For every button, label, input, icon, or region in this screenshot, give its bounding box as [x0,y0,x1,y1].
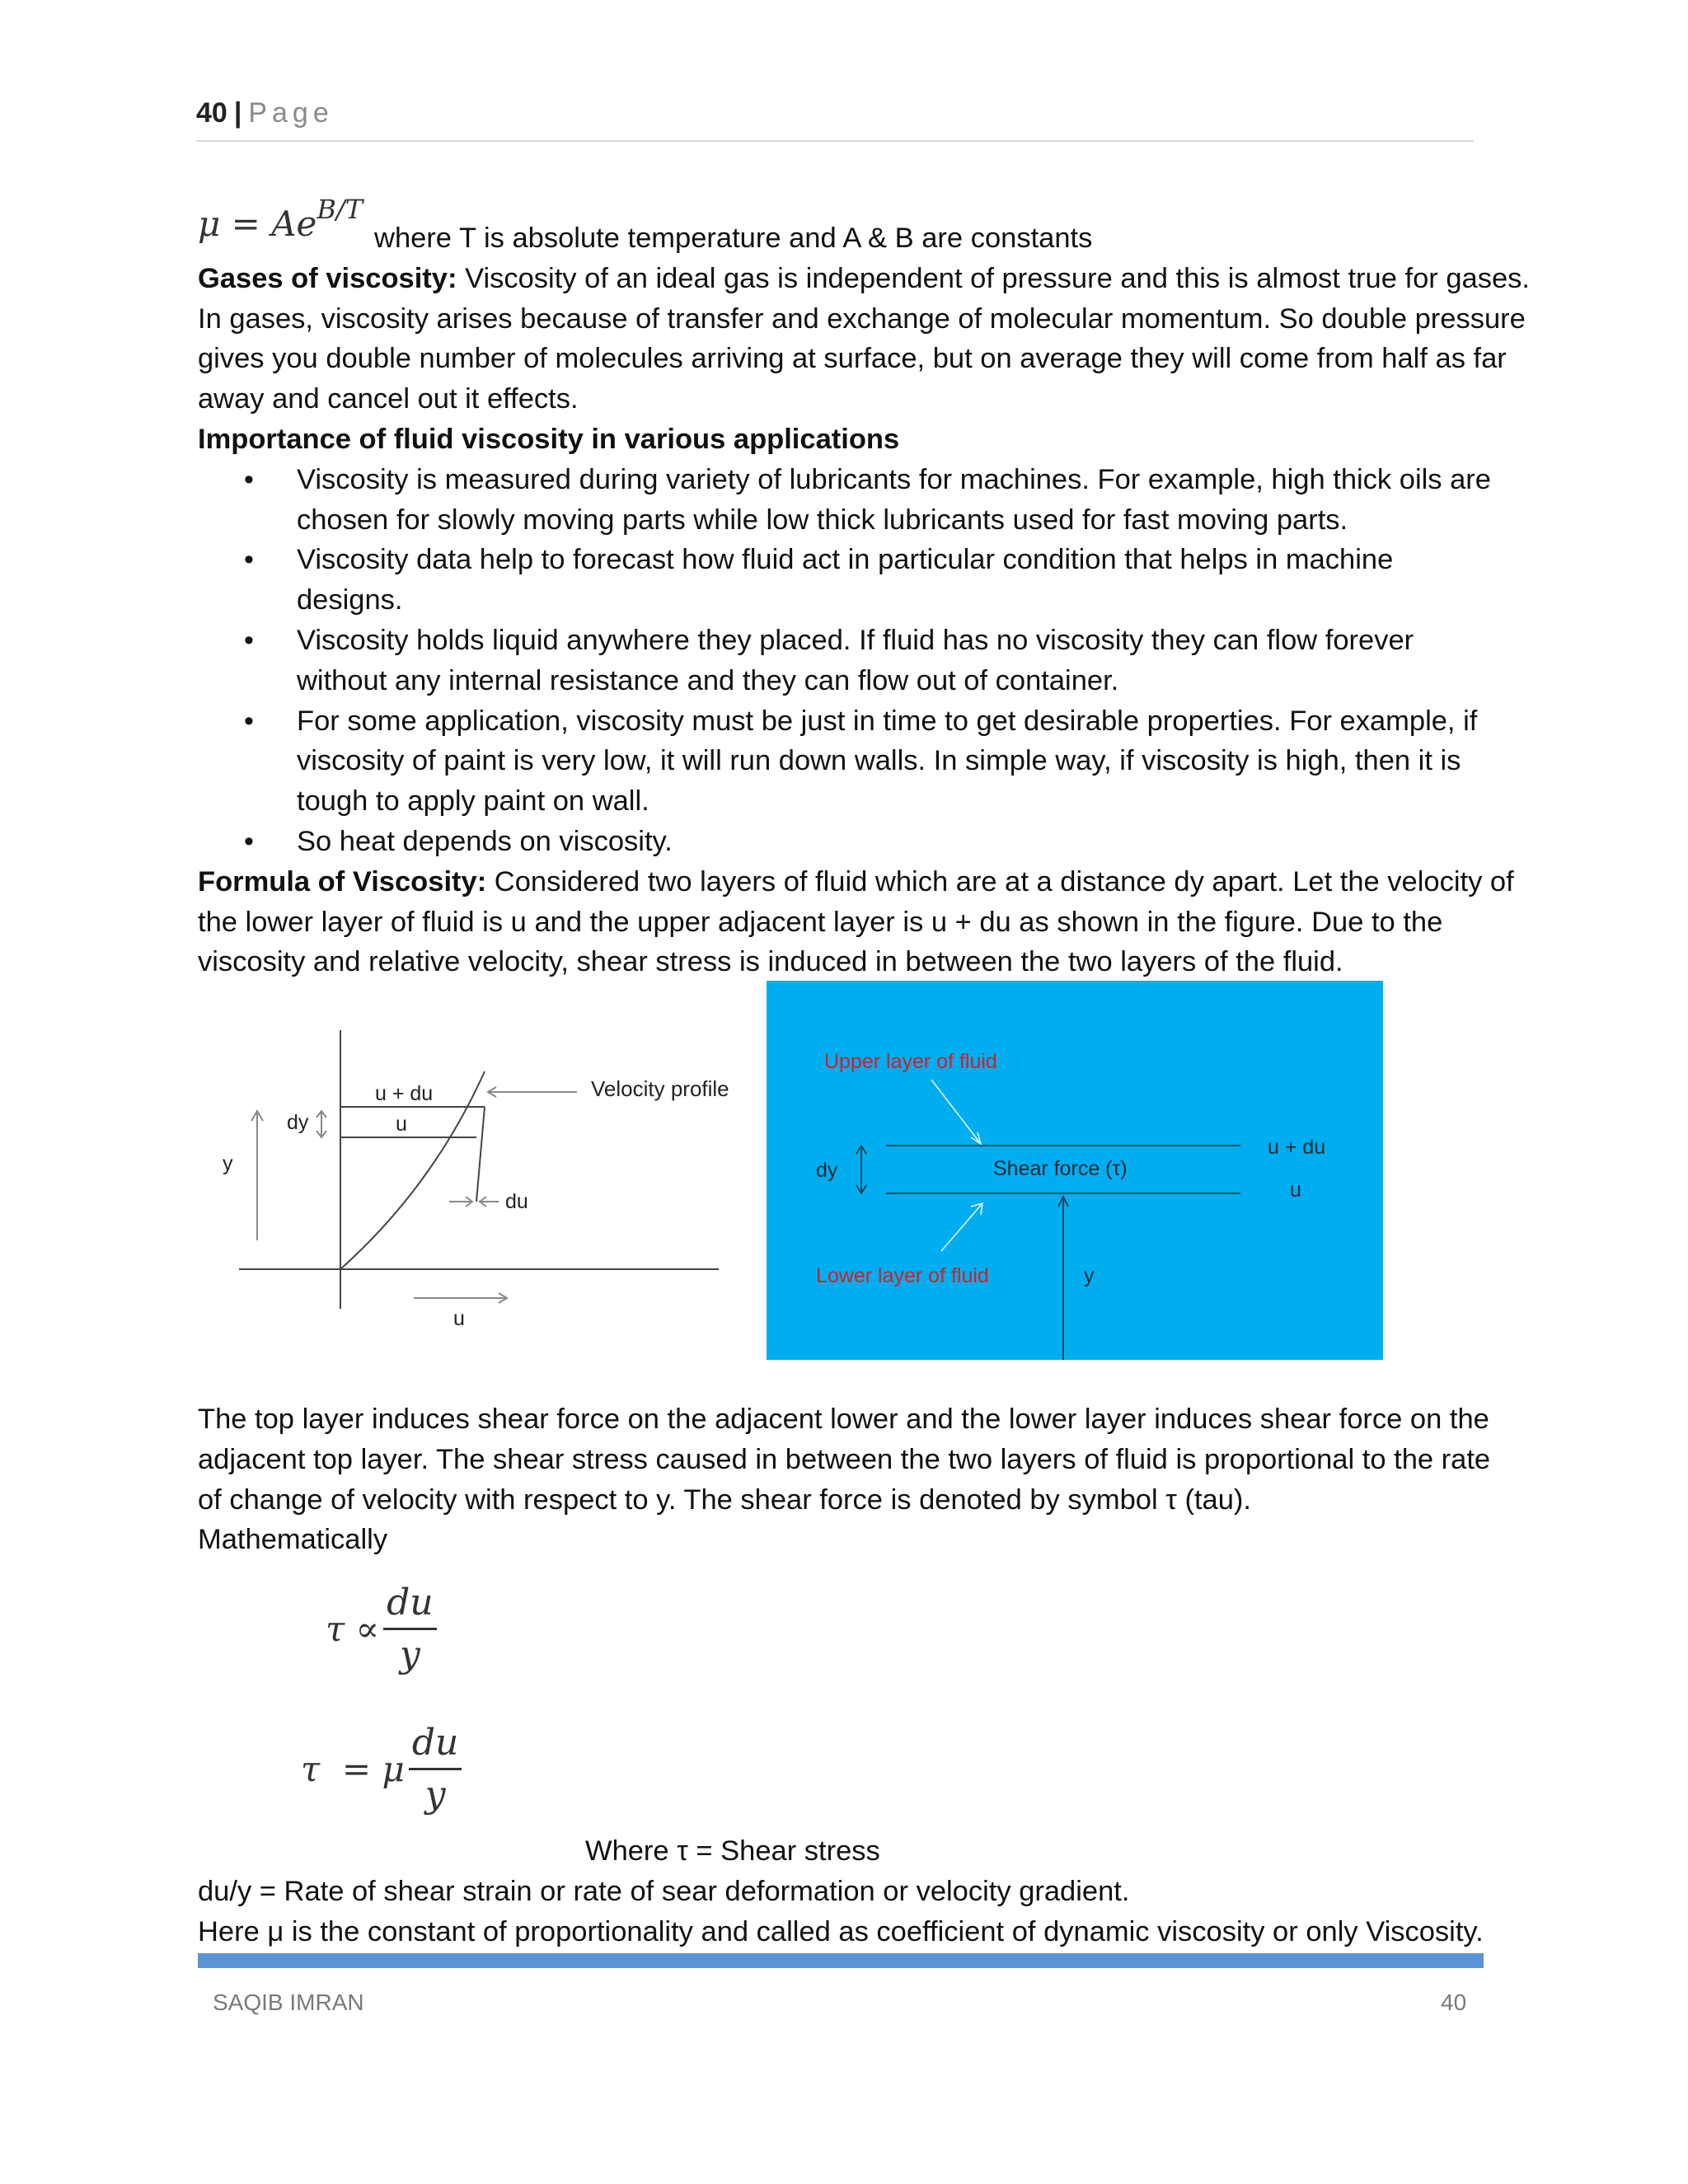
eq2-numerator: du [383,1578,437,1630]
list-item [198,540,1484,621]
bullet-3-line-1: • Viscosity holds liquid anywhere they placed. If fluid has no viscosity they can flow forever [297,624,1414,656]
gases-line-1 [198,259,1530,299]
eq3-lhs: τ = μ [301,1749,405,1789]
bullet-5-line-1: • So heat depends on viscosity. [297,825,673,857]
equation-line-1 [198,194,1484,259]
eq3-fraction [409,1718,462,1820]
bullet-2-line-2: designs. [297,584,403,616]
gases-line-2: In gases, viscosity arises because of transfer and exchange of molecular momentum. So double pressure [198,302,1526,335]
label-u-bottom: u [453,1307,465,1327]
fluid-layers-diagram [767,981,1383,1360]
label-u-plus-du: u + du [375,1082,434,1105]
list-item [198,701,1484,822]
eq1-equals: = [220,204,272,244]
eq1-lhs: μ [198,204,221,244]
para2-line-1: The top layer induces shear force on the adjacent lower and the lower layer induces shear force on the [198,1404,1489,1435]
eq3-denominator: y [424,1774,446,1816]
gases-text-1: Viscosity of an ideal gas is independent of pressure and this is almost true for gases. [457,262,1530,294]
label-dy: dy [287,1111,309,1134]
eq3-numerator: du [409,1718,462,1770]
formula-line-1 [198,862,1514,902]
importance-title: Importance of fluid viscosity in various applications [198,423,900,455]
list-item [198,460,1491,541]
eq1-base: Ae [271,204,317,244]
equation-mu-exponential [198,194,363,245]
para2-line-4: Mathematically [198,1524,388,1556]
label-lower-layer: Lower layer of fluid [816,1264,989,1287]
formula-line-2: the lower layer of fluid is u and the upper adjacent layer is u + du as shown in the figure. Due to the [198,906,1443,938]
label-u: u [1290,1179,1301,1202]
equation-newton [301,1718,462,1820]
gases-heading: Gases of viscosity: [198,262,457,294]
header-separator: | [233,97,242,129]
rate-line: du/y = Rate of shear strain or rate of sear deformation or velocity gradient. [198,1875,1130,1907]
label-du: du [505,1190,528,1213]
label-velocity-profile: Velocity profile [591,1076,729,1101]
eq2-lhs: τ ∝ [326,1609,380,1649]
eq1-exponent: B/T [316,194,363,225]
equation-proportional [326,1578,437,1680]
label-dy: dy [816,1159,838,1182]
header-page-number: 40 [196,97,227,129]
footer-page-number: 40 [1441,1990,1467,2015]
list-item [198,621,1484,701]
formula-line-3: viscosity and relative velocity, shear stress is induced in between the two layers of the fluid. [198,946,1343,978]
bullet-4-line-1: • For some application, viscosity must be just in time to get desirable properties. For example, if [297,705,1478,737]
footer-bar [198,1953,1484,1968]
definitions [198,1831,1484,1952]
eq2-denominator: y [399,1633,420,1675]
label-y: y [1084,1264,1095,1287]
bullet-4-line-3: tough to apply paint on wall. [297,785,649,818]
eq2-fraction [383,1578,437,1680]
label-upper-layer: Upper layer of fluid [824,1050,997,1073]
bullet-2-line-1: • Viscosity data help to forecast how fluid act in particular condition that helps in machine [297,544,1394,576]
label-u-top: u [396,1113,407,1136]
para2-line-2: adjacent top layer. The shear stress caused in between the two layers of fluid is proportional to the rate [198,1443,1491,1475]
formula-heading: Formula of Viscosity: [198,865,487,898]
bullet-1-line-1: • Viscosity is measured during variety of lubricants for machines. For example, high thick oils are [297,463,1491,495]
bullet-4-line-2: viscosity of paint is very low, it will run down walls. In simple way, if viscosity is high, then it is [297,745,1461,777]
footer-author: SAQIB IMRAN [213,1990,364,2015]
where-line: Where τ = Shear stress [585,1835,880,1867]
velocity-profile-diagram [223,1014,758,1327]
here-line: Here μ is the constant of proportionality and called as coefficient of dynamic viscosity or only Viscosity. [198,1915,1484,1947]
label-u-plus-du: u + du [1268,1136,1326,1159]
bullet-3-line-2: without any internal resistance and they can flow out of container. [297,664,1119,696]
label-shear-force: Shear force (τ) [993,1157,1128,1180]
profile-tangent-line [476,1107,485,1202]
header-page-word: Page [248,97,334,129]
label-y: y [223,1152,233,1175]
formula-text-1: Considered two layers of fluid which are at a distance dy apart. Let the velocity of [486,865,1514,898]
list-item [198,822,1484,862]
body-text-2 [198,1399,1491,1560]
page-header [196,97,1474,142]
gases-line-4: away and cancel out it effects. [198,383,579,415]
bullet-1-line-2: chosen for slowly moving parts while low thick lubricants used for fast moving parts. [297,504,1348,536]
eq1-description: where T is absolute temperature and A & B are constants [374,223,1093,254]
body-text [198,194,1530,982]
gases-line-3: gives you double number of molecules arriving at surface, but on average they will come from half as far [198,343,1507,375]
importance-heading [198,419,1484,460]
importance-list [198,460,1491,862]
para2-line-3: of change of velocity with respect to y. The shear force is denoted by symbol τ (tau). [198,1483,1251,1516]
